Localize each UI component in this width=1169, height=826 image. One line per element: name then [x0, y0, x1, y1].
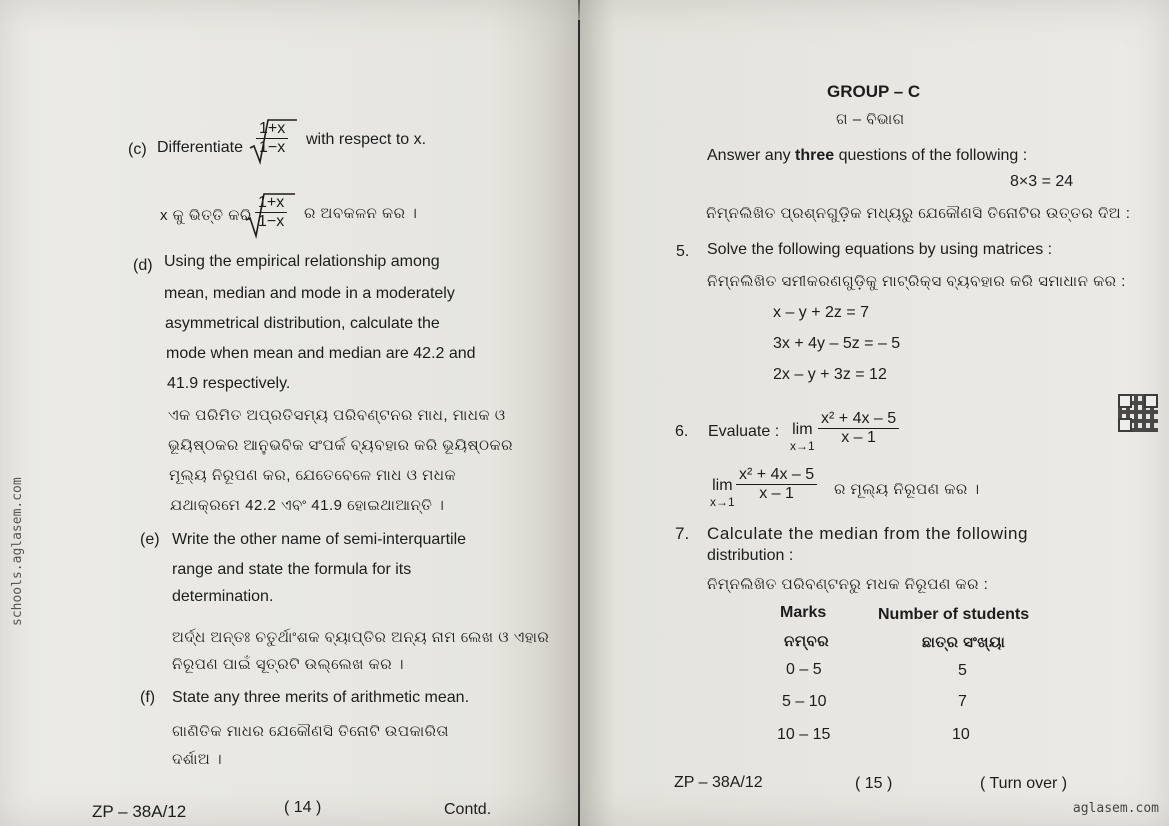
q6-odia-fraction — [736, 466, 817, 503]
q-c-text: Differentiate — [157, 139, 243, 156]
q6-limit — [790, 422, 815, 454]
instr-post: questions of the following : — [834, 147, 1028, 164]
group-title: GROUP – C — [827, 82, 921, 101]
table-row-3-count: 10 — [952, 726, 970, 743]
table-row-3-marks: 10 – 15 — [777, 726, 831, 743]
instructions — [707, 146, 1027, 166]
q-f-odia-2: ଦର୍ଶାଅ । — [172, 751, 223, 768]
watermark-bottom-right: aglasem.com — [1072, 801, 1159, 816]
q-d-line-2: mean, median and mode in a moderately — [164, 285, 455, 302]
q-c-odia-denominator: 1−x — [258, 213, 285, 230]
q-c-fraction — [256, 120, 288, 157]
equation-2: 3x + 4y – 5z = – 5 — [773, 335, 901, 352]
equation-3: 2x – y + 3z = 12 — [773, 366, 887, 383]
q-d-line-3: asymmetrical distribution, calculate the — [165, 315, 440, 332]
q-f-text: State any three merits of arithmetic mean. — [172, 689, 470, 706]
q7-odia: ନିମ୍ନଲିଖିତ ପରିବଣ୍ଟନରୁ ମଧକ ନିରୂପଣ କର : — [707, 576, 989, 593]
q6-odia-post: ର ମୂଲ୍ୟ ନିରୂପଣ କର । — [834, 481, 980, 498]
q-c-odia-numerator: 1+x — [255, 194, 287, 213]
right-footer-code: ZP – 38A/12 — [674, 774, 763, 791]
q6-text: Evaluate : — [708, 423, 780, 440]
right-footer-turn-over: ( Turn over ) — [980, 775, 1068, 792]
q5-odia: ନିମ୍ନଲିଖିତ ସମୀକରଣଗୁଡ଼ିକୁ ମାଟ୍ରିକ୍ସ ବ୍ୟବହାର କରି ସମାଧାନ କର : — [707, 273, 1126, 290]
q-f-odia-1: ଗାଣିତିକ ମାଧର ଯେକୌଣସି ତିନୋଟି ଉପକାରିତା — [172, 723, 449, 740]
q6-fraction — [818, 410, 899, 447]
right-footer-page: ( 15 ) — [855, 775, 893, 792]
q-d-label: (d) — [133, 257, 153, 274]
q-c-denominator: 1−x — [259, 139, 286, 156]
right-page — [580, 0, 1169, 826]
instr-bold: three — [795, 147, 835, 164]
q-c-odia-fraction — [255, 194, 287, 231]
q6-lim-sub: x→1 — [790, 439, 815, 453]
left-footer-contd: Contd. — [444, 801, 492, 818]
q-d-line-4: mode when mean and median are 42.2 and — [166, 345, 476, 362]
q-e-line-3: determination. — [172, 588, 274, 605]
qr-code-icon — [1118, 394, 1158, 432]
table-row-1-count: 5 — [958, 662, 967, 679]
q-e-label: (e) — [140, 531, 160, 548]
q6-number: 6. — [675, 423, 689, 440]
table-header-students-odia: ଛାତ୍ର ସଂଖ୍ୟା — [922, 634, 1006, 651]
q-c-numerator: 1+x — [256, 120, 288, 139]
q7-line-1: Calculate the median from the following — [707, 524, 1029, 543]
q-e-odia-1: ଅର୍ଦ୍ଧ ଅନ୍ତଃ ଚତୁର୍ଥାଂଶକ ବ୍ୟାପ୍ତିର ଅନ୍ୟ ନାମ ଲେଖ ଓ ଏହାର — [172, 629, 550, 646]
instr-pre: Answer any — [707, 147, 796, 164]
q6-lim-word: lim — [792, 421, 813, 438]
watermark-vertical: schools.aglasem.com — [10, 477, 25, 626]
q5-text: Solve the following equations by using matrices : — [707, 241, 1053, 258]
q7-number: 7. — [675, 524, 690, 543]
table-row-1-marks: 0 – 5 — [786, 661, 822, 678]
q-c-odia-pre: x କୁ ଭିତ୍ତି କରି — [160, 207, 252, 224]
q-d-odia-3: ମୂଲ୍ୟ ନିରୂପଣ କର, ଯେତେବେଳେ ମାଧ ଓ ମଧକ — [169, 467, 457, 484]
equation-1: x – y + 2z = 7 — [773, 304, 870, 321]
instructions-odia: ନିମ୍ନଲିଖିତ ପ୍ରଶ୍ନଗୁଡ଼ିକ ମଧ୍ୟରୁ ଯେକୌଣସି ତିନୋଟିର ଉତ୍ତର ଦିଅ : — [706, 205, 1131, 222]
left-footer-code: ZP – 38A/12 — [92, 802, 187, 821]
q-c-label: (c) — [128, 141, 147, 158]
left-footer-page: ( 14 ) — [284, 799, 322, 816]
q6-odia-lim-sub: x→1 — [710, 495, 735, 509]
q5-number: 5. — [676, 243, 690, 260]
q6-odia-lim-word: lim — [712, 477, 733, 494]
q6-odia-numerator: x² + 4x – 5 — [736, 466, 817, 485]
table-header-students: Number of students — [878, 606, 1030, 623]
q6-odia-denominator: x – 1 — [759, 485, 794, 502]
q7-line-2: distribution : — [707, 547, 794, 564]
q6-numerator: x² + 4x – 5 — [818, 410, 899, 429]
table-header-marks: Marks — [780, 604, 827, 621]
q-d-odia-4: ଯଥାକ୍ରମେ 42.2 ଏବଂ 41.9 ହୋଇଥାଆନ୍ତି । — [170, 497, 445, 514]
q-f-label: (f) — [140, 689, 156, 706]
q6-odia-limit — [710, 478, 735, 510]
left-page — [0, 0, 578, 826]
q-c-odia-post: ର ଅବକଳନ କର । — [304, 205, 418, 222]
q-e-line-1: Write the other name of semi-interquartile — [172, 531, 467, 548]
q-d-odia-2: ଭୂୟିଷ୍ଠକର ଆନୁଭବିକ ସଂପର୍କ ବ୍ୟବହାର କରି ଭୂୟିଷ୍ଠକର — [168, 437, 513, 454]
table-row-2-marks: 5 – 10 — [782, 693, 827, 710]
q-d-odia-1: ଏକ ପରିମିତ ଅପ୍ରତିସମ୍ୟ ପରିବଣ୍ଟନର ମାଧ, ମାଧକ ଓ — [168, 407, 506, 424]
q-e-line-2: range and state the formula for its — [172, 561, 412, 578]
group-odia: ଗ – ବିଭାଗ — [836, 111, 905, 128]
q-c-tail: with respect to x. — [306, 131, 427, 148]
table-row-2-count: 7 — [958, 693, 967, 710]
table-header-marks-odia: ନମ୍ବର — [784, 633, 830, 650]
q-e-odia-2: ନିରୂପଣ ପାଇଁ ସୂତ୍ରଟି ଉଲ୍ଲେଖ କର । — [172, 656, 404, 673]
q-d-line-5: 41.9 respectively. — [167, 375, 291, 392]
q-d-line-1: Using the empirical relationship among — [164, 253, 440, 270]
marks-scheme: 8×3 = 24 — [1010, 173, 1074, 190]
q6-denominator: x – 1 — [841, 429, 876, 446]
